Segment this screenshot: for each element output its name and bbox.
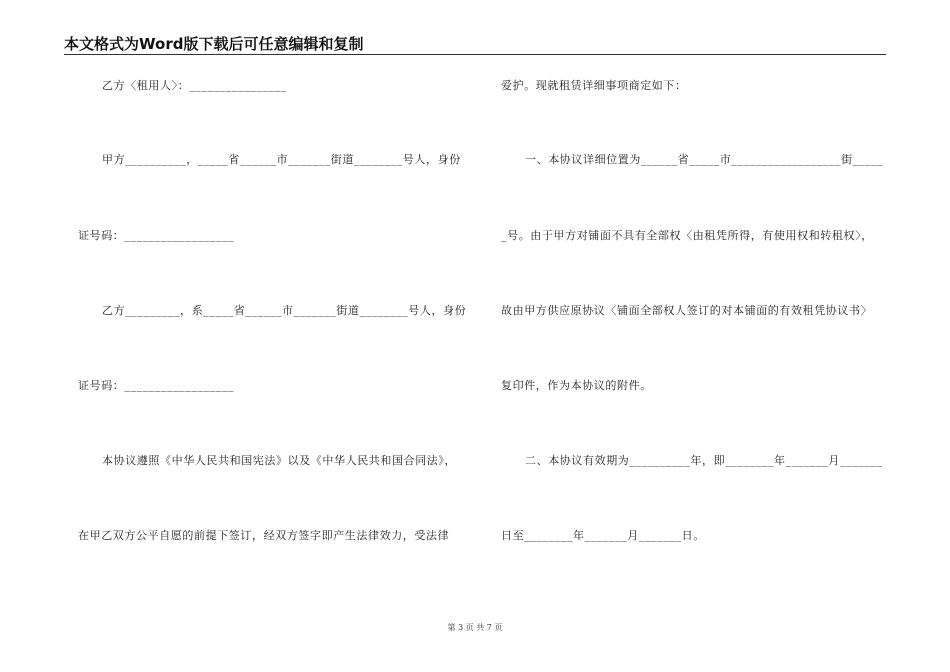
right-line-location: 一、本协议详细位置为______省_____市__________________街_____ (525, 153, 884, 166)
left-line-signing-terms: 在甲乙双方公平自愿的前提下签订，经双方签字即产生法律效力，受法律 (78, 529, 450, 542)
right-line-ownership: _号。由于甲方对铺面不具有全部权〈由租凭所得，有使用权和转租权〉， (501, 229, 873, 242)
left-line-party-b-address: 乙方_________，系_____省______市_______街道________号人，身份 (102, 304, 467, 317)
header-divider (64, 54, 886, 55)
right-line-term-end: 日至________年_______月_______日。 (501, 529, 705, 542)
right-line-protection: 爱护。现就租赁详细事项商定如下： (501, 79, 687, 92)
right-line-original-agreement: 故由甲方供应原协议〈铺面全部权人签订的对本铺面的有效租凭协议书〉 (501, 304, 873, 317)
left-line-party-b-id: 证号码：__________________ (78, 379, 235, 392)
page-number: 第 3 页 共 7 页 (447, 623, 503, 632)
left-line-party-b-renter: 乙方〈租用人〉：________________ (102, 79, 287, 92)
left-line-legal-basis: 本协议遵照《中华人民共和国宪法》以及《中华人民共和国合同法》， (102, 454, 457, 467)
document-header-title: 本文格式为Word版下载后可任意编辑和复制 (64, 35, 364, 53)
left-line-party-a-address: 甲方__________，_____省______市_______街道________号人，身份 (102, 153, 461, 166)
right-line-term: 二、本协议有效期为__________年，即________年_______月_______ (525, 454, 883, 467)
left-line-party-a-id: 证号码：__________________ (78, 229, 235, 242)
right-line-attachment: 复印件，作为本协议的附件。 (501, 379, 652, 392)
